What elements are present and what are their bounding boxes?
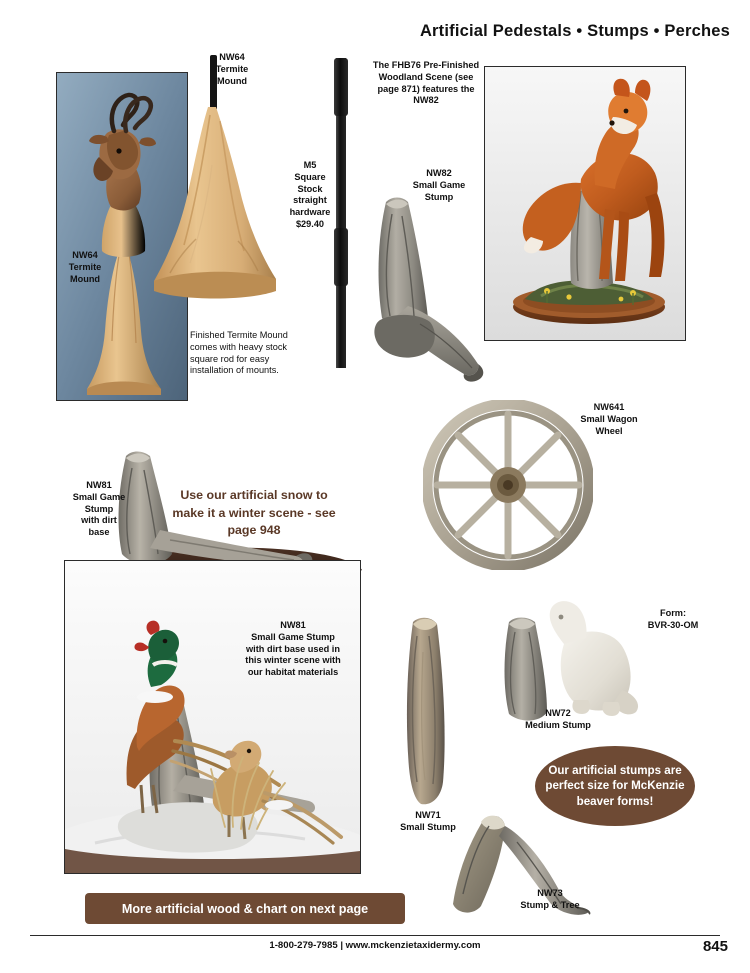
caption-line2: Small Game Stump: [251, 631, 335, 642]
caption-beaver-form: [630, 608, 716, 632]
footer-contact: 1-800-279-7985 | www.mckenzietaxidermy.com: [269, 940, 481, 951]
page-title: Artificial Pedestals • Stumps • Perches: [419, 22, 730, 40]
caption-line4: this winter scene with: [245, 655, 341, 666]
caption-line2: Small Game: [412, 179, 466, 190]
caption-line4: with dirt: [81, 515, 117, 526]
caption-line3: Wheel: [595, 425, 623, 436]
caption-nw82: [396, 168, 482, 203]
caption-line5: base: [88, 527, 110, 538]
caption-line2: Small Stump: [400, 821, 456, 832]
nw71-small-stump-artwork: [399, 612, 454, 807]
callout-artificial-snow: Use our artificial snow to make it a winter scene - see page 948: [172, 488, 336, 538]
caption-line5: hardware: [289, 207, 331, 218]
caption-line4: straight: [293, 195, 327, 206]
page-number: 845: [702, 938, 728, 955]
caption-line2: Termite: [215, 63, 249, 74]
caption-code: M5: [303, 160, 317, 170]
footer-divider: [30, 935, 720, 936]
callout-next-page[interactable]: More artificial wood & chart on next page: [85, 893, 405, 924]
caption-line1: Form:: [659, 608, 687, 618]
caption-line2: Termite: [68, 261, 102, 272]
caption-nw641: [566, 402, 652, 437]
caption-line2: Stump & Tree: [520, 899, 580, 910]
caption-line3: Stump: [424, 191, 454, 202]
price: $29.40: [295, 218, 325, 229]
caption-line3: Mound: [216, 75, 248, 86]
caption-line3: Stump: [84, 503, 114, 514]
caption-line2: Medium Stump: [525, 719, 591, 730]
caption-line3: with dirt base used in: [246, 643, 340, 654]
caption-line3: Mound: [69, 273, 101, 284]
termite-mound-artwork: [150, 105, 280, 305]
photo-winter-pheasant-scene: [64, 560, 361, 874]
callout-beaver-forms: Our artificial stumps are perfect size for McKenzie beaver forms!: [535, 746, 695, 826]
caption-line2: BVR-30-OM: [647, 619, 699, 630]
caption-code: NW73: [537, 888, 563, 898]
caption-nw81-left: [58, 480, 140, 539]
caption-code: NW81: [280, 620, 306, 630]
note-fhb76: The FHB76 Pre-Finished Woodland Scene (see page 871) features the NW82: [372, 60, 480, 106]
caption-nw73: [500, 888, 600, 912]
pheasant-winter-scene-illustration: [65, 561, 360, 873]
caption-line2: Small Game: [72, 491, 126, 502]
caption-code: NW81: [86, 480, 112, 490]
caption-code: NW71: [415, 810, 441, 820]
caption-m5: [278, 160, 342, 231]
beaver-form-artwork: [530, 590, 640, 718]
caption-code: NW72: [545, 708, 571, 718]
caption-code: NW641: [593, 402, 625, 412]
caption-nw64-top: [196, 52, 268, 87]
photo-fox-on-nw82-stump: [484, 66, 686, 341]
fox-mount-illustration: [485, 67, 685, 340]
nw82-small-game-stump-artwork: [368, 196, 498, 386]
caption-nw64-photo: [48, 250, 122, 285]
caption-line5: our habitat materials: [247, 667, 339, 678]
caption-code: NW64: [219, 52, 245, 62]
caption-line2: Square: [294, 171, 326, 182]
caption-line3: Stock: [297, 183, 323, 194]
note-termite-mound: Finished Termite Mound comes with heavy stock square rod for easy installation of mounts.: [190, 330, 288, 376]
caption-code: NW82: [426, 168, 452, 178]
caption-line2: Small Wagon: [580, 413, 638, 424]
caption-code: NW64: [72, 250, 98, 260]
caption-nw81-scene: [234, 620, 352, 679]
